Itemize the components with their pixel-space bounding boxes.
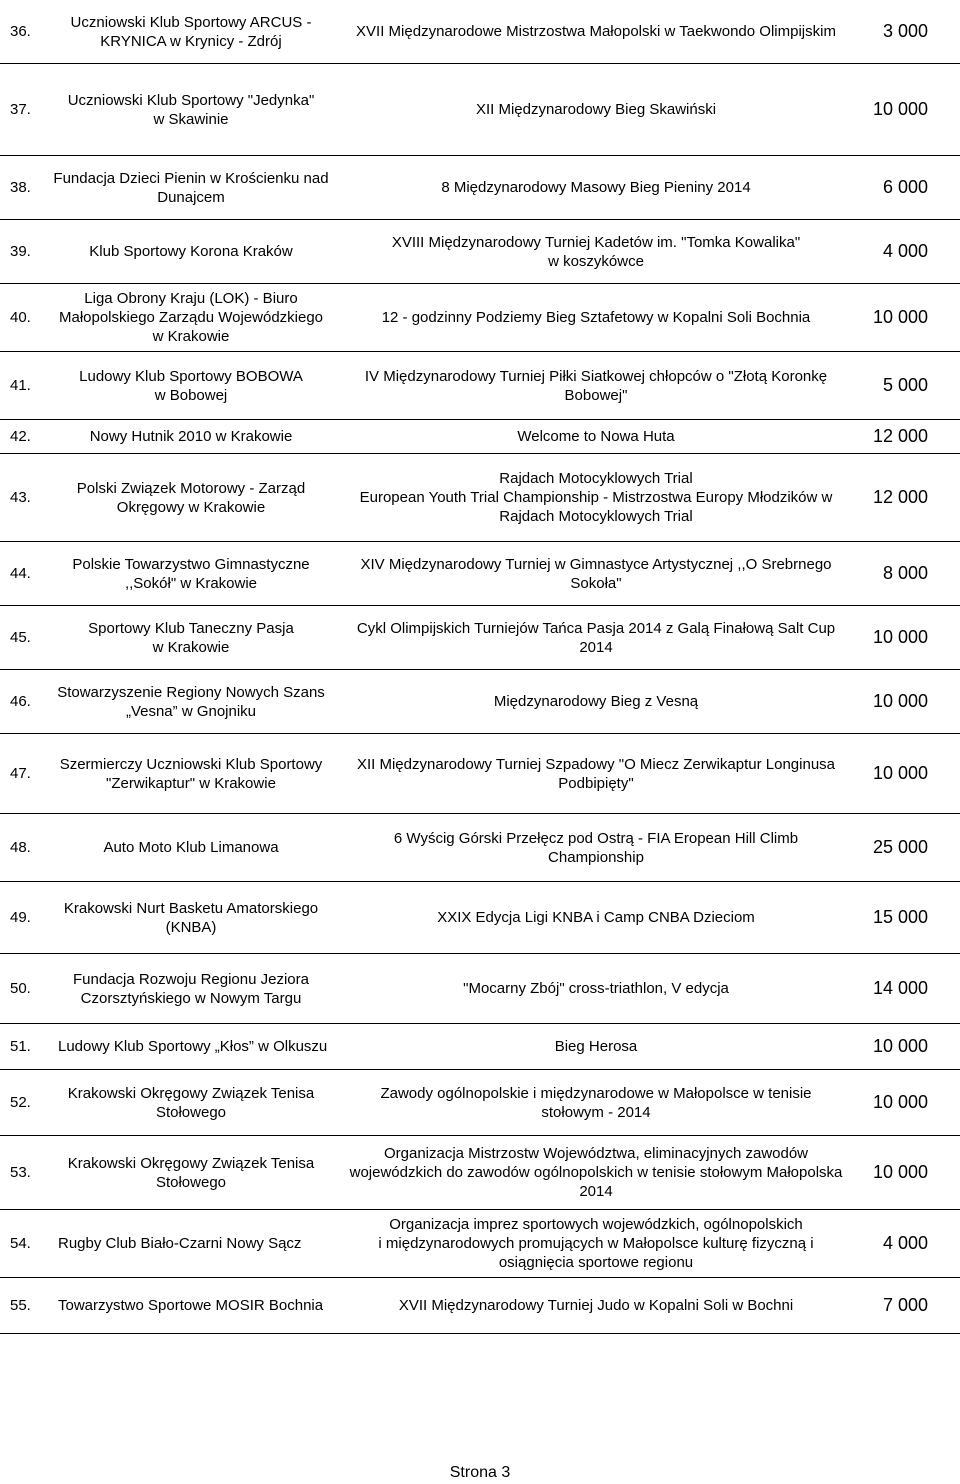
row-number-cell xyxy=(10,814,46,881)
row-number-cell xyxy=(10,420,46,453)
event-name: "Mocarny Zbój" cross-triathlon, V edycja xyxy=(463,980,729,997)
organization-name: Fundacja Rozwoju Regionu Jeziora Czorsztyńskiego w Nowym Targu xyxy=(73,970,309,1007)
organization-name-cell xyxy=(46,352,336,419)
table-row xyxy=(0,352,960,420)
organization-name-cell xyxy=(46,882,336,953)
event-name: Cykl Olimpijskich Turniejów Tańca Pasja 2014 z Galą Finałową Salt Cup 2014 xyxy=(356,619,836,656)
grant-amount-cell xyxy=(848,0,948,63)
organization-name-cell xyxy=(46,1070,336,1135)
row-number-cell xyxy=(10,606,46,669)
grant-amount-cell xyxy=(848,1070,948,1135)
grant-amount: 12 000 xyxy=(872,426,928,446)
row-number: 41. xyxy=(10,377,31,394)
row-number-cell xyxy=(10,734,46,813)
row-number: 49. xyxy=(10,909,31,926)
grant-amount-cell xyxy=(848,1024,948,1069)
table-row xyxy=(0,420,960,454)
organization-name-cell xyxy=(46,954,336,1023)
grant-amount-cell xyxy=(848,814,948,881)
row-number-cell xyxy=(10,954,46,1023)
row-number: 54. xyxy=(10,1235,31,1252)
grant-amount: 6 000 xyxy=(882,177,928,197)
event-name-cell xyxy=(340,284,852,351)
row-number-cell xyxy=(10,882,46,953)
organization-name-cell xyxy=(46,670,336,733)
event-name-cell xyxy=(340,1210,852,1277)
event-name: 8 Międzynarodowy Masowy Bieg Pieniny 2014 xyxy=(441,179,751,196)
row-number: 42. xyxy=(10,428,31,445)
row-number-cell xyxy=(10,156,46,219)
row-number-cell xyxy=(10,542,46,605)
event-name: IV Międzynarodowy Turniej Piłki Siatkowej chłopców o "Złotą Koronkę Bobowej" xyxy=(364,367,828,404)
event-name-cell xyxy=(340,734,852,813)
row-number: 46. xyxy=(10,693,31,710)
event-name: XVII Międzynarodowy Turniej Judo w Kopalni Soli w Bochni xyxy=(398,1297,794,1314)
grant-amount: 3 000 xyxy=(882,21,928,41)
grant-amount: 10 000 xyxy=(872,691,928,711)
row-number: 36. xyxy=(10,23,31,40)
organization-name: Liga Obrony Kraju (LOK) - Biuro Małopolskiego Zarządu Wojewódzkiego w Krakowie xyxy=(58,290,324,345)
event-name-cell xyxy=(340,1024,852,1069)
organization-name: Krakowski Nurt Basketu Amatorskiego (KNBA) xyxy=(63,899,319,936)
organization-name-cell xyxy=(46,1210,336,1277)
event-name: XVII Międzynarodowe Mistrzostwa Małopolski w Taekwondo Olimpijskim xyxy=(356,23,836,40)
organization-name-cell xyxy=(46,420,336,453)
organization-name-cell xyxy=(46,284,336,351)
event-name: Organizacja Mistrzostw Województwa, eliminacyjnych zawodów wojewódzkich do zawodów ogólnopolskich w tenisie stołowym Małopolska 2014 xyxy=(349,1145,843,1200)
grant-amount-cell xyxy=(848,734,948,813)
row-number-cell xyxy=(10,1070,46,1135)
row-number-cell xyxy=(10,1210,46,1277)
row-number-cell xyxy=(10,1278,46,1333)
organization-name: Auto Moto Klub Limanowa xyxy=(103,839,279,856)
event-name: Organizacja imprez sportowych wojewódzkich, ogólnopolskich i międzynarodowych promujących w Małopolsce kulturę fizyczną i osiągnięcia sportowe regionu xyxy=(378,1216,814,1271)
table-row xyxy=(0,0,960,64)
grant-amount: 4 000 xyxy=(882,1233,928,1253)
event-name: Welcome to Nowa Huta xyxy=(517,428,675,445)
event-name-cell xyxy=(340,0,852,63)
event-name-cell xyxy=(340,352,852,419)
event-name: 12 - godzinny Podziemy Bieg Sztafetowy w Kopalni Soli Bochnia xyxy=(381,309,811,326)
organization-name: Uczniowski Klub Sportowy "Jedynka" w Skawinie xyxy=(67,91,315,128)
organization-name: Krakowski Okręgowy Związek Tenisa Stołowego xyxy=(67,1154,315,1191)
grant-amount: 12 000 xyxy=(872,487,928,507)
organization-name-cell xyxy=(46,0,336,63)
organization-name-cell xyxy=(46,606,336,669)
organization-name: Sportowy Klub Taneczny Pasja w Krakowie xyxy=(88,619,294,656)
row-number-cell xyxy=(10,0,46,63)
grant-amount: 8 000 xyxy=(882,563,928,583)
event-name: 6 Wyścig Górski Przełęcz pod Ostrą - FIA Eropean Hill Climb Championship xyxy=(393,829,799,866)
grant-amount-cell xyxy=(848,352,948,419)
grant-amount: 10 000 xyxy=(872,1162,928,1182)
organization-name-cell xyxy=(46,1136,336,1209)
table-row xyxy=(0,1136,960,1210)
grant-amount: 10 000 xyxy=(872,307,928,327)
grant-amount: 10 000 xyxy=(872,763,928,783)
grant-amount: 4 000 xyxy=(882,241,928,261)
grant-amount: 10 000 xyxy=(872,99,928,119)
organization-name: Krakowski Okręgowy Związek Tenisa Stołowego xyxy=(67,1084,315,1121)
event-name: XIV Międzynarodowy Turniej w Gimnastyce Artystycznej ,,O Srebrnego Sokoła" xyxy=(360,555,832,592)
grant-amount-cell xyxy=(848,64,948,155)
event-name: Rajdach Motocyklowych Trial European Youth Trial Championship - Mistrzostwa Europy Młodzików w Rajdach Motocyklowych Trial xyxy=(359,470,833,525)
grant-amount: 15 000 xyxy=(872,907,928,927)
event-name-cell xyxy=(340,64,852,155)
grant-amount-cell xyxy=(848,420,948,453)
organization-name: Rugby Club Biało-Czarni Nowy Sącz xyxy=(58,1235,302,1252)
table-row xyxy=(0,156,960,220)
row-number: 44. xyxy=(10,565,31,582)
organization-name-cell xyxy=(46,542,336,605)
event-name-cell xyxy=(340,420,852,453)
table-row xyxy=(0,1024,960,1070)
organization-name: Polskie Towarzystwo Gimnastyczne ,,Sokół" w Krakowie xyxy=(72,555,310,592)
event-name-cell xyxy=(340,814,852,881)
organization-name: Towarzystwo Sportowe MOSIR Bochnia xyxy=(58,1297,324,1314)
table-row xyxy=(0,1278,960,1334)
grant-amount: 25 000 xyxy=(872,837,928,857)
grant-amount-cell xyxy=(848,542,948,605)
grant-amount-cell xyxy=(848,954,948,1023)
table-row xyxy=(0,220,960,284)
event-name: XXIX Edycja Ligi KNBA i Camp CNBA Dzieciom xyxy=(437,909,755,926)
row-number: 48. xyxy=(10,839,31,856)
grant-amount-cell xyxy=(848,454,948,541)
table-row xyxy=(0,64,960,156)
row-number-cell xyxy=(10,1136,46,1209)
grant-amount-cell xyxy=(848,1278,948,1333)
row-number: 50. xyxy=(10,980,31,997)
organization-name: Ludowy Klub Sportowy „Kłos” w Olkuszu xyxy=(58,1038,328,1055)
event-name: XII Międzynarodowy Turniej Szpadowy "O Miecz Zerwikaptur Longinusa Podbipięty" xyxy=(356,755,836,792)
organization-name: Szermierczy Uczniowski Klub Sportowy "Zerwikaptur" w Krakowie xyxy=(59,755,323,792)
event-name-cell xyxy=(340,542,852,605)
table-row xyxy=(0,1070,960,1136)
organization-name: Klub Sportowy Korona Kraków xyxy=(89,243,293,260)
grant-amount-cell xyxy=(848,284,948,351)
organization-name-cell xyxy=(46,1278,336,1333)
event-name-cell xyxy=(340,882,852,953)
row-number: 47. xyxy=(10,765,31,782)
organization-name-cell xyxy=(46,454,336,541)
grant-amount: 7 000 xyxy=(882,1295,928,1315)
row-number-cell xyxy=(10,352,46,419)
table-row xyxy=(0,606,960,670)
table-row xyxy=(0,882,960,954)
organization-name: Stowarzyszenie Regiony Nowych Szans „Vesna” w Gnojniku xyxy=(57,683,325,720)
event-name-cell xyxy=(340,1278,852,1333)
organization-name: Nowy Hutnik 2010 w Krakowie xyxy=(89,428,293,445)
row-number: 51. xyxy=(10,1038,31,1055)
row-number-cell xyxy=(10,454,46,541)
table-row xyxy=(0,542,960,606)
row-number: 38. xyxy=(10,179,31,196)
grant-amount-cell xyxy=(848,1136,948,1209)
row-number-cell xyxy=(10,1024,46,1069)
event-name-cell xyxy=(340,606,852,669)
table-row xyxy=(0,670,960,734)
event-name-cell xyxy=(340,1136,852,1209)
event-name-cell xyxy=(340,156,852,219)
table-row xyxy=(0,954,960,1024)
grant-amount: 10 000 xyxy=(872,1036,928,1056)
grant-amount-cell xyxy=(848,670,948,733)
organization-name-cell xyxy=(46,64,336,155)
event-name: XII Międzynarodowy Bieg Skawiński xyxy=(475,101,717,118)
row-number-cell xyxy=(10,64,46,155)
row-number: 55. xyxy=(10,1297,31,1314)
grant-amount: 10 000 xyxy=(872,1092,928,1112)
organization-name: Uczniowski Klub Sportowy ARCUS - KRYNICA w Krynicy - Zdrój xyxy=(70,13,312,50)
row-number: 39. xyxy=(10,243,31,260)
event-name: Międzynarodowy Bieg z Vesną xyxy=(493,693,699,710)
organization-name-cell xyxy=(46,734,336,813)
grant-amount-cell xyxy=(848,882,948,953)
event-name: Zawody ogólnopolskie i międzynarodowe w Małopolsce w tenisie stołowym - 2014 xyxy=(380,1084,812,1121)
organization-name: Ludowy Klub Sportowy BOBOWA w Bobowej xyxy=(79,367,303,404)
grant-amount-cell xyxy=(848,1210,948,1277)
event-name-cell xyxy=(340,670,852,733)
row-number: 43. xyxy=(10,489,31,506)
row-number: 52. xyxy=(10,1094,31,1111)
grant-amount: 10 000 xyxy=(872,627,928,647)
table-row xyxy=(0,284,960,352)
row-number: 37. xyxy=(10,101,31,118)
event-name: Bieg Herosa xyxy=(554,1038,638,1055)
event-name-cell xyxy=(340,454,852,541)
page-footer xyxy=(0,1464,960,1482)
row-number: 53. xyxy=(10,1164,31,1181)
event-name-cell xyxy=(340,954,852,1023)
row-number: 40. xyxy=(10,309,31,326)
organization-name-cell xyxy=(46,156,336,219)
event-name-cell xyxy=(340,220,852,283)
grant-amount-cell xyxy=(848,220,948,283)
organization-name: Polski Związek Motorowy - Zarząd Okręgowy w Krakowie xyxy=(76,479,306,516)
event-name: XVIII Międzynarodowy Turniej Kadetów im. "Tomka Kowalika" w koszykówce xyxy=(391,233,801,270)
row-number: 45. xyxy=(10,629,31,646)
organization-name-cell xyxy=(46,814,336,881)
organization-name: Fundacja Dzieci Pienin w Krościenku nad Dunajcem xyxy=(53,169,329,206)
grant-amount-cell xyxy=(848,606,948,669)
grant-amount: 14 000 xyxy=(872,978,928,998)
table-row xyxy=(0,734,960,814)
row-number-cell xyxy=(10,284,46,351)
table-row xyxy=(0,1210,960,1278)
row-number-cell xyxy=(10,220,46,283)
row-number-cell xyxy=(10,670,46,733)
organization-name-cell xyxy=(46,220,336,283)
page-number: Strona 3 xyxy=(449,1464,511,1481)
grant-amount: 5 000 xyxy=(882,375,928,395)
grant-amount-cell xyxy=(848,156,948,219)
table-row xyxy=(0,454,960,542)
table-row xyxy=(0,814,960,882)
organization-name-cell xyxy=(46,1024,336,1069)
event-name-cell xyxy=(340,1070,852,1135)
